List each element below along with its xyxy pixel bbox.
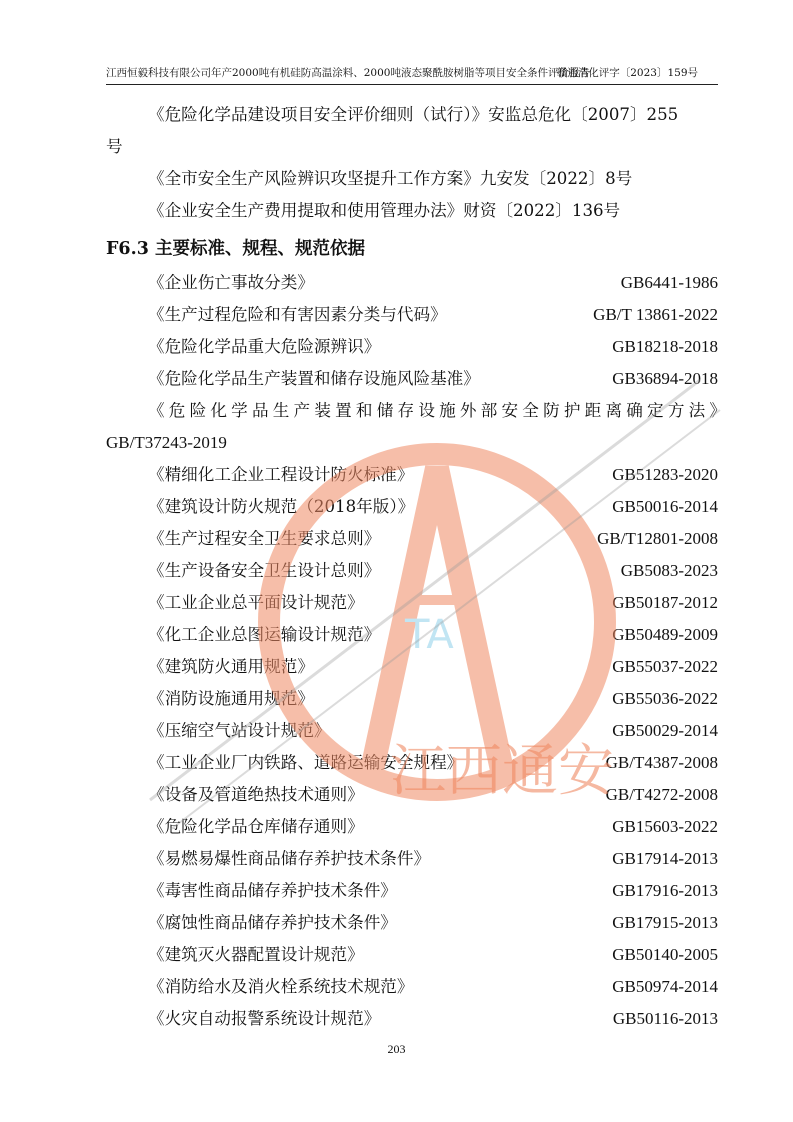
standard-name: 《化工企业总图运输设计规范》 [148, 625, 381, 644]
standard-code: GB50029-2014 [612, 721, 718, 740]
standard-wrapped-code: GB/T37243-2019 [106, 433, 227, 452]
section-heading: F6.3 主要标准、规程、规范依据 [106, 239, 365, 259]
standard-row [148, 558, 718, 584]
standard-name: 《压缩空气站设计规范》 [148, 721, 331, 740]
standard-row [148, 910, 718, 936]
standard-name: 《易燃易爆性商品储存养护技术条件》 [148, 849, 431, 868]
standard-code: GB50016-2014 [612, 497, 718, 516]
standard-name: 《建筑设计防火规范（2018年版）》 [148, 497, 415, 516]
standard-code: GB18218-2018 [612, 337, 718, 356]
standard-row [148, 942, 718, 968]
standard-code: GB/T4387-2008 [605, 753, 718, 772]
standard-code: GB15603-2022 [612, 817, 718, 836]
standard-name: 《毒害性商品储存养护技术条件》 [148, 881, 397, 900]
standard-row [148, 974, 718, 1000]
standard-code: GB36894-2018 [612, 369, 718, 388]
standard-name: 《危险化学品重大危险源辨识》 [148, 337, 381, 356]
standard-code: GB17914-2013 [612, 849, 718, 868]
standard-name: 《工业企业厂内铁路、道路运输安全规程》 [148, 753, 464, 772]
standard-name: 《精细化工企业工程设计防火标准》 [148, 465, 414, 484]
standard-code: GB50974-2014 [612, 977, 718, 996]
page-header [106, 64, 718, 84]
standard-code: GB55036-2022 [612, 689, 718, 708]
standard-row [148, 462, 718, 488]
intro-line-2: 《全市安全生产风险辨识攻坚提升工作方案》九安发〔2022〕8号 [148, 169, 633, 188]
standard-code: GB/T12801-2008 [597, 529, 718, 548]
standard-row [148, 334, 718, 360]
standard-name: 《火灾自动报警系统设计规范》 [148, 1009, 381, 1028]
header-divider [106, 84, 718, 85]
standard-code: GB50140-2005 [612, 945, 718, 964]
standard-row [148, 814, 718, 840]
standard-row [148, 1006, 718, 1032]
standard-row [148, 270, 718, 296]
standard-row [148, 750, 718, 776]
standard-code: GB51283-2020 [612, 465, 718, 484]
page-number: 203 [387, 1042, 406, 1056]
standard-name: 《消防给水及消火栓系统技术规范》 [148, 977, 414, 996]
standard-code: GB6441-1986 [620, 273, 718, 292]
standard-code: GB/T 13861-2022 [593, 305, 718, 324]
standard-code: GB50489-2009 [612, 625, 718, 644]
standard-name: 《企业伤亡事故分类》 [148, 273, 314, 292]
standard-wrapped-name: 《危险化学品生产装置和储存设施外部安全防护距离确定方法》 [148, 401, 731, 420]
standard-row [148, 494, 718, 520]
intro-line-3: 《企业安全生产费用提取和使用管理办法》财资〔2022〕136号 [148, 201, 621, 220]
watermark-text: 江西通安 [390, 739, 614, 804]
header-report-number: 赣通清化评字〔2023〕159号 [556, 67, 698, 79]
standard-name: 《建筑防火通用规范》 [148, 657, 314, 676]
standard-name: 《设备及管道绝热技术通则》 [148, 785, 364, 804]
standard-code: GB50187-2012 [612, 593, 718, 612]
standard-row [148, 590, 718, 616]
standard-code: GB5083-2023 [620, 561, 718, 580]
intro-line-1-cont: 号 [106, 137, 123, 156]
standard-row [148, 366, 718, 392]
standard-row [148, 654, 718, 680]
standard-code: GB17916-2013 [612, 881, 718, 900]
standard-row [148, 526, 718, 552]
standard-name: 《生产过程安全卫生要求总则》 [148, 529, 381, 548]
standard-row [148, 302, 718, 328]
header-project-title: 江西恒毅科技有限公司年产2000吨有机硅防高温涂料、2000吨液态聚酰胺树脂等项目安全条件评价报告 [106, 67, 590, 79]
standard-name: 《危险化学品生产装置和储存设施风险基准》 [148, 369, 480, 388]
standard-code: GB55037-2022 [612, 657, 718, 676]
standard-name: 《工业企业总平面设计规范》 [148, 593, 364, 612]
standard-name: 《消防设施通用规范》 [148, 689, 314, 708]
intro-line-1: 《危险化学品建设项目安全评价细则（试行）》安监总危化〔2007〕255 [148, 105, 679, 124]
standard-name: 《危险化学品仓库储存通则》 [148, 817, 364, 836]
standard-row [148, 878, 718, 904]
standard-row [148, 846, 718, 872]
standard-code: GB50116-2013 [612, 1009, 718, 1028]
standard-row [148, 686, 718, 712]
standard-row [148, 718, 718, 744]
standard-name: 《生产设备安全卫生设计总则》 [148, 561, 381, 580]
standard-name: 《生产过程危险和有害因素分类与代码》 [148, 305, 447, 324]
standard-row [148, 622, 718, 648]
standard-row [148, 782, 718, 808]
standard-code: GB17915-2013 [612, 913, 718, 932]
standard-name: 《建筑灭火器配置设计规范》 [148, 945, 364, 964]
svg-text:TA: TA [405, 612, 454, 658]
standard-name: 《腐蚀性商品储存养护技术条件》 [148, 913, 397, 932]
standard-code: GB/T4272-2008 [605, 785, 718, 804]
